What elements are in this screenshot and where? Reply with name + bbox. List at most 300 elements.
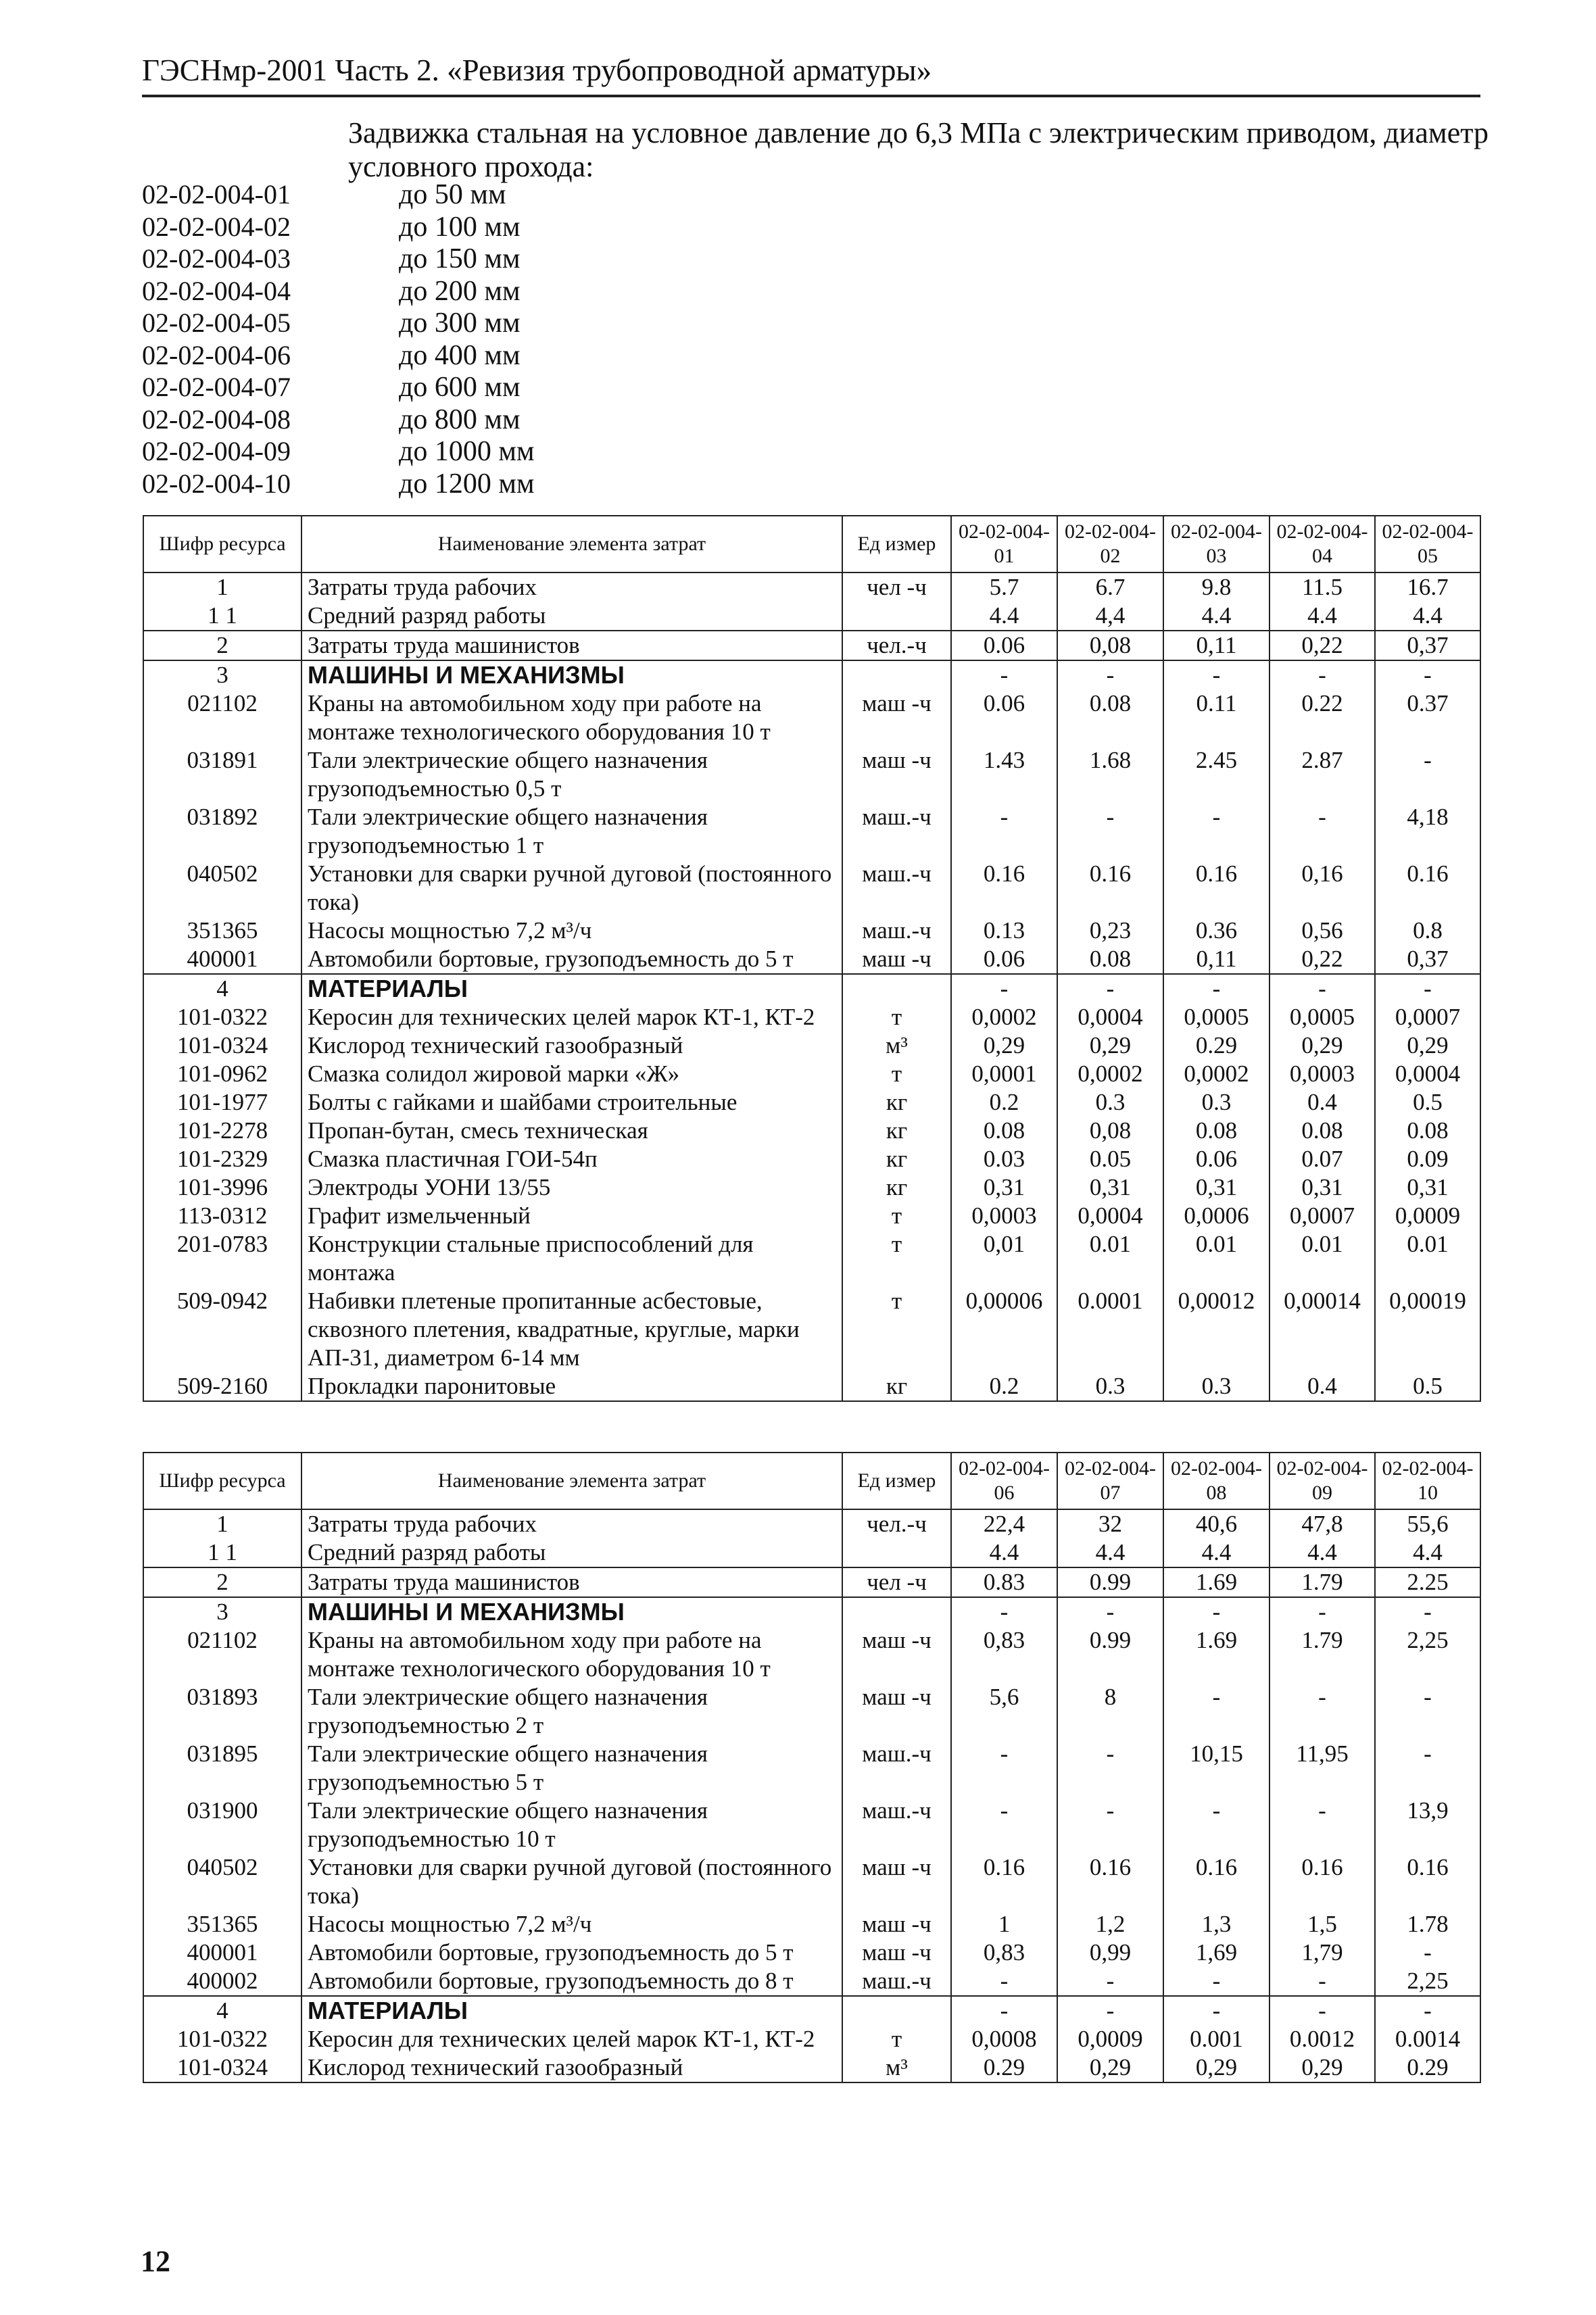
code-list-item bbox=[142, 275, 615, 308]
norm-value: 0,11 bbox=[1163, 945, 1269, 974]
norm-value: 4.4 bbox=[1375, 1538, 1480, 1567]
norm-value: - bbox=[1375, 1683, 1480, 1740]
norm-value: 0,0007 bbox=[1269, 1202, 1375, 1230]
resource-code: 2 bbox=[143, 1567, 301, 1597]
norm-value: - bbox=[1269, 803, 1375, 860]
table-row bbox=[143, 1202, 1480, 1230]
norms-table-2 bbox=[143, 1452, 1481, 2083]
unit-of-measure: маш -ч bbox=[842, 1853, 951, 1910]
norm-value: 1,2 bbox=[1057, 1910, 1163, 1939]
norm-code: 02-02-004-06 bbox=[142, 339, 291, 370]
cost-element-name: Тали электрические общего назначения грузоподъемностью 2 т bbox=[301, 1683, 842, 1740]
resource-code: 1 1 bbox=[143, 602, 301, 631]
code-list-item bbox=[142, 307, 615, 339]
header-code: Шифр ресурса bbox=[143, 1453, 301, 1509]
norm-value: - bbox=[951, 1740, 1057, 1797]
norm-value: 0.16 bbox=[1269, 1853, 1375, 1910]
norm-value: 0.5 bbox=[1375, 1088, 1480, 1117]
norm-value: 0,31 bbox=[1269, 1173, 1375, 1202]
norm-value: 0,0006 bbox=[1163, 1202, 1269, 1230]
norm-value: 0,0005 bbox=[1269, 1003, 1375, 1031]
unit-of-measure: маш.-ч bbox=[842, 803, 951, 860]
norm-value: - bbox=[1163, 803, 1269, 860]
cost-element-name: МАТЕРИАЛЫ bbox=[301, 1996, 842, 2025]
page-number: 12 bbox=[141, 2245, 170, 2278]
resource-code: 400001 bbox=[143, 1939, 301, 1967]
norm-value: 0,56 bbox=[1269, 917, 1375, 945]
table-row bbox=[143, 1287, 1480, 1372]
norm-code: 02-02-004-10 bbox=[142, 468, 291, 499]
norm-value: 0.05 bbox=[1057, 1145, 1163, 1173]
cost-element-name: Установки для сварки ручной дуговой (постоянного тока) bbox=[301, 1853, 842, 1910]
table-row bbox=[143, 1117, 1480, 1145]
unit-of-measure: м³ bbox=[842, 1031, 951, 1060]
norm-value: 0,29 bbox=[1163, 2053, 1269, 2082]
norm-code: 02-02-004-08 bbox=[142, 404, 291, 435]
code-list-item bbox=[142, 435, 615, 468]
norm-value: - bbox=[1163, 1683, 1269, 1740]
norm-value: 1,79 bbox=[1269, 1939, 1375, 1967]
norm-value: 0.06 bbox=[951, 945, 1057, 974]
unit-of-measure: маш.-ч bbox=[842, 917, 951, 945]
header-unit: Ед измер bbox=[842, 516, 951, 572]
cost-element-name: Тали электрические общего назначения грузоподъемностью 0,5 т bbox=[301, 746, 842, 803]
norm-value: 0,00006 bbox=[951, 1287, 1057, 1372]
resource-code: 021102 bbox=[143, 1626, 301, 1683]
norm-value: 0.2 bbox=[951, 1372, 1057, 1401]
norm-value: 0,0008 bbox=[951, 2025, 1057, 2053]
unit-of-measure: т bbox=[842, 1060, 951, 1088]
table-row bbox=[143, 1683, 1480, 1740]
norm-value: 0.4 bbox=[1269, 1372, 1375, 1401]
unit-of-measure: маш -ч bbox=[842, 689, 951, 746]
norm-value: 1.78 bbox=[1375, 1910, 1480, 1939]
unit-of-measure: кг bbox=[842, 1117, 951, 1145]
resource-code: 040502 bbox=[143, 860, 301, 917]
norm-value: 1.68 bbox=[1057, 746, 1163, 803]
header-norm-code: 02-02-004-09 bbox=[1269, 1453, 1375, 1509]
norm-value: - bbox=[1375, 660, 1480, 689]
unit-of-measure: маш.-ч bbox=[842, 1967, 951, 1996]
resource-code: 201-0783 bbox=[143, 1230, 301, 1287]
norm-value: 0.16 bbox=[951, 1853, 1057, 1910]
table-row bbox=[143, 974, 1480, 1003]
norm-value: 0.001 bbox=[1163, 2025, 1269, 2053]
norm-value: 0,37 bbox=[1375, 631, 1480, 660]
cost-element-name: Краны на автомобильном ходу при работе на монтаже технологического оборудования 10 т bbox=[301, 1626, 842, 1683]
unit-of-measure: маш.-ч bbox=[842, 860, 951, 917]
cost-element-name: Автомобили бортовые, грузоподъемность до 5 т bbox=[301, 1939, 842, 1967]
norm-value: - bbox=[1057, 1967, 1163, 1996]
norm-value: 0,83 bbox=[951, 1939, 1057, 1967]
norm-value: 47,8 bbox=[1269, 1509, 1375, 1538]
norm-value: 0.83 bbox=[951, 1567, 1057, 1597]
resource-code: 031895 bbox=[143, 1740, 301, 1797]
cost-element-name: Затраты труда машинистов bbox=[301, 1567, 842, 1597]
norm-value: 0,83 bbox=[951, 1626, 1057, 1683]
table-row bbox=[143, 1939, 1480, 1967]
header-row bbox=[143, 1453, 1480, 1509]
norm-value: 0.01 bbox=[1375, 1230, 1480, 1287]
norm-value: 0,00014 bbox=[1269, 1287, 1375, 1372]
unit-of-measure bbox=[842, 1597, 951, 1626]
code-list-item bbox=[142, 211, 615, 243]
table-row bbox=[143, 2025, 1480, 2053]
norm-value: 0.37 bbox=[1375, 689, 1480, 746]
header-code: Шифр ресурса bbox=[143, 516, 301, 572]
norm-value: 0.03 bbox=[951, 1145, 1057, 1173]
norm-value: 0,31 bbox=[951, 1173, 1057, 1202]
norm-value: 0.0001 bbox=[1057, 1287, 1163, 1372]
norm-value: - bbox=[951, 1797, 1057, 1853]
norm-value: 0.08 bbox=[1375, 1117, 1480, 1145]
norm-value: 0,29 bbox=[1375, 1031, 1480, 1060]
unit-of-measure: кг bbox=[842, 1145, 951, 1173]
norm-value: 4.4 bbox=[951, 1538, 1057, 1567]
table-row bbox=[143, 1853, 1480, 1910]
norm-value: 0.2 bbox=[951, 1088, 1057, 1117]
resource-code: 113-0312 bbox=[143, 1202, 301, 1230]
norm-value: 0,0002 bbox=[1163, 1060, 1269, 1088]
table-row bbox=[143, 1740, 1480, 1797]
norm-size: до 50 мм bbox=[399, 179, 506, 210]
norm-value: 0.3 bbox=[1057, 1372, 1163, 1401]
norm-value: - bbox=[951, 1967, 1057, 1996]
resource-code: 101-0962 bbox=[143, 1060, 301, 1088]
norm-value: 0,0004 bbox=[1057, 1003, 1163, 1031]
norm-value: - bbox=[1163, 1797, 1269, 1853]
cost-element-name: Конструкции стальные приспособлений для монтажа bbox=[301, 1230, 842, 1287]
unit-of-measure bbox=[842, 1996, 951, 2025]
norm-value: 32 bbox=[1057, 1509, 1163, 1538]
norm-value: 0,08 bbox=[1057, 631, 1163, 660]
norm-code: 02-02-004-07 bbox=[142, 372, 291, 402]
norm-code: 02-02-004-03 bbox=[142, 243, 291, 274]
cost-element-name: Затраты труда машинистов bbox=[301, 631, 842, 660]
norms-table-1 bbox=[143, 515, 1481, 1402]
norm-value: - bbox=[1163, 1996, 1269, 2025]
unit-of-measure: т bbox=[842, 1230, 951, 1287]
norm-value: 0,0001 bbox=[951, 1060, 1057, 1088]
code-list-item bbox=[142, 468, 615, 500]
cost-element-name: Тали электрические общего назначения грузоподъемностью 1 т bbox=[301, 803, 842, 860]
norm-value: 0.0014 bbox=[1375, 2025, 1480, 2053]
resource-code: 3 bbox=[143, 1597, 301, 1626]
norm-value: 0.16 bbox=[1375, 860, 1480, 917]
norm-value: - bbox=[1375, 974, 1480, 1003]
cost-element-name: Насосы мощностью 7,2 м³/ч bbox=[301, 917, 842, 945]
norm-value: 0,11 bbox=[1163, 631, 1269, 660]
resource-code: 101-3996 bbox=[143, 1173, 301, 1202]
cost-element-name: Установки для сварки ручной дуговой (постоянного тока) bbox=[301, 860, 842, 917]
table-row bbox=[143, 1173, 1480, 1202]
code-list-item bbox=[142, 371, 615, 404]
norm-value: 4,4 bbox=[1057, 602, 1163, 631]
resource-code: 101-1977 bbox=[143, 1088, 301, 1117]
cost-element-name: Средний разряд работы bbox=[301, 602, 842, 631]
norm-value: 0.08 bbox=[1269, 1117, 1375, 1145]
resource-code: 031892 bbox=[143, 803, 301, 860]
norm-value: 0,99 bbox=[1057, 1939, 1163, 1967]
unit-of-measure: т bbox=[842, 2025, 951, 2053]
norm-value: - bbox=[1163, 974, 1269, 1003]
cost-element-name: Пропан-бутан, смесь техническая bbox=[301, 1117, 842, 1145]
norm-value: - bbox=[1057, 803, 1163, 860]
table-row bbox=[143, 1088, 1480, 1117]
norm-value: 0.06 bbox=[951, 689, 1057, 746]
norm-value: 0,0003 bbox=[1269, 1060, 1375, 1088]
norm-value: - bbox=[1375, 1996, 1480, 2025]
unit-of-measure: чел -ч bbox=[842, 572, 951, 602]
norm-value: - bbox=[1269, 1683, 1375, 1740]
resource-code: 509-0942 bbox=[143, 1287, 301, 1372]
norm-value: 0,37 bbox=[1375, 945, 1480, 974]
norm-value: 1.79 bbox=[1269, 1567, 1375, 1597]
norm-value: 0.16 bbox=[1375, 1853, 1480, 1910]
norm-value: 0,29 bbox=[1057, 2053, 1163, 2082]
norm-value: 1.69 bbox=[1163, 1626, 1269, 1683]
norm-value: 0,29 bbox=[951, 1031, 1057, 1060]
norm-value: 0,22 bbox=[1269, 945, 1375, 974]
norm-value: 0,0002 bbox=[951, 1003, 1057, 1031]
unit-of-measure: чел -ч bbox=[842, 1567, 951, 1597]
table-row bbox=[143, 803, 1480, 860]
table-row bbox=[143, 1003, 1480, 1031]
cost-element-name: Кислород технический газообразный bbox=[301, 2053, 842, 2082]
table-row bbox=[143, 917, 1480, 945]
norm-value: 0.08 bbox=[951, 1117, 1057, 1145]
table-row bbox=[143, 2053, 1480, 2082]
norm-value: 0.16 bbox=[1057, 860, 1163, 917]
norm-value: - bbox=[1375, 1939, 1480, 1967]
resource-code: 031893 bbox=[143, 1683, 301, 1740]
resource-code: 101-0322 bbox=[143, 2025, 301, 2053]
unit-of-measure bbox=[842, 660, 951, 689]
unit-of-measure bbox=[842, 1538, 951, 1567]
norm-value: 0,0007 bbox=[1375, 1003, 1480, 1031]
norm-value: 4.4 bbox=[1269, 1538, 1375, 1567]
norm-value: 2.45 bbox=[1163, 746, 1269, 803]
cost-element-name: МАШИНЫ И МЕХАНИЗМЫ bbox=[301, 660, 842, 689]
unit-of-measure: т bbox=[842, 1003, 951, 1031]
cost-element-name: Насосы мощностью 7,2 м³/ч bbox=[301, 1910, 842, 1939]
norm-value: 0,0009 bbox=[1375, 1202, 1480, 1230]
code-list-item bbox=[142, 243, 615, 275]
resource-code: 101-2278 bbox=[143, 1117, 301, 1145]
resource-code: 400002 bbox=[143, 1967, 301, 1996]
norm-value: - bbox=[1269, 1996, 1375, 2025]
cost-element-name: МАТЕРИАЛЫ bbox=[301, 974, 842, 1003]
section-intro: Задвижка стальная на условное давление до 6,3 МПа с электрическим приводом, диаметр условного прохода: bbox=[348, 116, 1489, 183]
unit-of-measure: маш -ч bbox=[842, 1683, 951, 1740]
norm-value: 16.7 bbox=[1375, 572, 1480, 602]
norm-value: 4.4 bbox=[1057, 1538, 1163, 1567]
norm-value: 0,31 bbox=[1057, 1173, 1163, 1202]
norm-value: 0.5 bbox=[1375, 1372, 1480, 1401]
cost-element-name: Затраты труда рабочих bbox=[301, 1509, 842, 1538]
unit-of-measure: т bbox=[842, 1202, 951, 1230]
norm-value: 0.08 bbox=[1163, 1117, 1269, 1145]
norm-value: 1,5 bbox=[1269, 1910, 1375, 1939]
table-row bbox=[143, 1509, 1480, 1538]
norm-code: 02-02-004-04 bbox=[142, 275, 291, 306]
cost-element-name: Набивки плетеные пропитанные асбестовые, сквозного плетения, квадратные, круглые, марки АП-31, диаметром 6-14 мм bbox=[301, 1287, 842, 1372]
norm-value: - bbox=[1163, 660, 1269, 689]
norm-value: 0.01 bbox=[1163, 1230, 1269, 1287]
norm-value: 0.06 bbox=[1163, 1145, 1269, 1173]
header-norm-code: 02-02-004-10 bbox=[1375, 1453, 1480, 1509]
unit-of-measure: чел.-ч bbox=[842, 1509, 951, 1538]
unit-of-measure: маш.-ч bbox=[842, 1797, 951, 1853]
unit-of-measure: кг bbox=[842, 1173, 951, 1202]
header-unit: Ед измер bbox=[842, 1453, 951, 1509]
resource-code: 1 bbox=[143, 1509, 301, 1538]
cost-element-name: Керосин для технических целей марок КТ-1, КТ-2 bbox=[301, 2025, 842, 2053]
unit-of-measure bbox=[842, 602, 951, 631]
resource-code: 4 bbox=[143, 974, 301, 1003]
norm-value: 0,00012 bbox=[1163, 1287, 1269, 1372]
norm-value: 0.36 bbox=[1163, 917, 1269, 945]
code-list-item bbox=[142, 178, 615, 211]
resource-code: 1 bbox=[143, 572, 301, 602]
norm-value: 0.3 bbox=[1163, 1088, 1269, 1117]
resource-code: 4 bbox=[143, 1996, 301, 2025]
norm-value: 11,95 bbox=[1269, 1740, 1375, 1797]
norm-value: 0,08 bbox=[1057, 1117, 1163, 1145]
norm-value: 1,3 bbox=[1163, 1910, 1269, 1939]
norm-value: 0,31 bbox=[1163, 1173, 1269, 1202]
table-row bbox=[143, 631, 1480, 660]
resource-code: 1 1 bbox=[143, 1538, 301, 1567]
norm-value: 6.7 bbox=[1057, 572, 1163, 602]
unit-of-measure: маш -ч bbox=[842, 1939, 951, 1967]
norm-value: 0,00019 bbox=[1375, 1287, 1480, 1372]
cost-element-name: Смазка пластичная ГОИ-54п bbox=[301, 1145, 842, 1173]
cost-element-name: Автомобили бортовые, грузоподъемность до 5 т bbox=[301, 945, 842, 974]
norm-value: 0.01 bbox=[1057, 1230, 1163, 1287]
norm-value: - bbox=[1269, 974, 1375, 1003]
resource-code: 2 bbox=[143, 631, 301, 660]
norm-value: - bbox=[1163, 1597, 1269, 1626]
norm-value: - bbox=[1057, 1740, 1163, 1797]
unit-of-measure: чел.-ч bbox=[842, 631, 951, 660]
header-norm-code: 02-02-004-01 bbox=[951, 516, 1057, 572]
norm-value: 0.99 bbox=[1057, 1626, 1163, 1683]
norm-value: 8 bbox=[1057, 1683, 1163, 1740]
unit-of-measure: маш -ч bbox=[842, 1910, 951, 1939]
norm-value: 0,0003 bbox=[951, 1202, 1057, 1230]
table-row bbox=[143, 1626, 1480, 1683]
norm-size: до 1200 мм bbox=[399, 468, 535, 499]
norm-size: до 800 мм bbox=[399, 404, 521, 435]
norm-value: - bbox=[1057, 660, 1163, 689]
table-row bbox=[143, 1538, 1480, 1567]
table-row bbox=[143, 572, 1480, 602]
norm-value: 4.4 bbox=[951, 602, 1057, 631]
cost-element-name: Затраты труда рабочих bbox=[301, 572, 842, 602]
norm-value: 1,69 bbox=[1163, 1939, 1269, 1967]
unit-of-measure: кг bbox=[842, 1088, 951, 1117]
resource-code: 031891 bbox=[143, 746, 301, 803]
norm-value: 1 bbox=[951, 1910, 1057, 1939]
norm-value: - bbox=[1375, 1740, 1480, 1797]
norm-size: до 400 мм bbox=[399, 339, 521, 371]
norm-value: 2,25 bbox=[1375, 1626, 1480, 1683]
cost-element-name: Прокладки паронитовые bbox=[301, 1372, 842, 1401]
table-row bbox=[143, 1230, 1480, 1287]
unit-of-measure: кг bbox=[842, 1372, 951, 1401]
norm-size: до 300 мм bbox=[399, 308, 521, 339]
header-norm-code: 02-02-004-04 bbox=[1269, 516, 1375, 572]
cost-element-name: Графит измельченный bbox=[301, 1202, 842, 1230]
unit-of-measure: маш -ч bbox=[842, 1626, 951, 1683]
norm-value: 1.79 bbox=[1269, 1626, 1375, 1683]
norm-value: 4.4 bbox=[1375, 602, 1480, 631]
cost-element-name: Тали электрические общего назначения грузоподъемностью 10 т bbox=[301, 1797, 842, 1853]
norm-size: до 150 мм bbox=[399, 243, 521, 274]
norm-value: 0.07 bbox=[1269, 1145, 1375, 1173]
norm-value: 0,29 bbox=[1269, 2053, 1375, 2082]
norm-value: 4.4 bbox=[1163, 602, 1269, 631]
unit-of-measure: т bbox=[842, 1287, 951, 1372]
norm-value: 0,31 bbox=[1375, 1173, 1480, 1202]
cost-element-name: Керосин для технических целей марок КТ-1, КТ-2 bbox=[301, 1003, 842, 1031]
norm-value: 4.4 bbox=[1163, 1538, 1269, 1567]
norm-value: 0.29 bbox=[1375, 2053, 1480, 2082]
table-row bbox=[143, 1996, 1480, 2025]
norm-value: 0.29 bbox=[1163, 1031, 1269, 1060]
table-row bbox=[143, 1597, 1480, 1626]
norm-size: до 600 мм bbox=[399, 372, 521, 403]
norm-value: 2.25 bbox=[1375, 1567, 1480, 1597]
norm-value: 0.22 bbox=[1269, 689, 1375, 746]
norm-value: - bbox=[1057, 1996, 1163, 2025]
norm-value: 0.3 bbox=[1057, 1088, 1163, 1117]
norm-value: 40,6 bbox=[1163, 1509, 1269, 1538]
norm-value: 0.11 bbox=[1163, 689, 1269, 746]
unit-of-measure: маш -ч bbox=[842, 945, 951, 974]
unit-of-measure: м³ bbox=[842, 2053, 951, 2082]
norm-value: 0,0004 bbox=[1375, 1060, 1480, 1088]
table-row bbox=[143, 1060, 1480, 1088]
header-norm-code: 02-02-004-08 bbox=[1163, 1453, 1269, 1509]
norm-value: 0.8 bbox=[1375, 917, 1480, 945]
cost-element-name: Средний разряд работы bbox=[301, 1538, 842, 1567]
norm-code: 02-02-004-02 bbox=[142, 211, 291, 242]
cost-element-name: Электроды УОНИ 13/55 bbox=[301, 1173, 842, 1202]
norm-value: 0,29 bbox=[1269, 1031, 1375, 1060]
norm-value: 13,9 bbox=[1375, 1797, 1480, 1853]
resource-code: 021102 bbox=[143, 689, 301, 746]
norm-value: 0.16 bbox=[951, 860, 1057, 917]
resource-code: 400001 bbox=[143, 945, 301, 974]
norm-value: - bbox=[1057, 1597, 1163, 1626]
norm-value: 0,0004 bbox=[1057, 1202, 1163, 1230]
table-row bbox=[143, 746, 1480, 803]
norm-value: - bbox=[951, 1996, 1057, 2025]
table-row bbox=[143, 1910, 1480, 1939]
table-row bbox=[143, 602, 1480, 631]
unit-of-measure: маш -ч bbox=[842, 746, 951, 803]
norm-value: 0.16 bbox=[1163, 1853, 1269, 1910]
norm-value: 0,0009 bbox=[1057, 2025, 1163, 2053]
norm-value: - bbox=[1057, 974, 1163, 1003]
table-row bbox=[143, 1967, 1480, 1996]
resource-code: 031900 bbox=[143, 1797, 301, 1853]
norm-value: 0.13 bbox=[951, 917, 1057, 945]
norm-value: 0.01 bbox=[1269, 1230, 1375, 1287]
resource-code: 101-0322 bbox=[143, 1003, 301, 1031]
